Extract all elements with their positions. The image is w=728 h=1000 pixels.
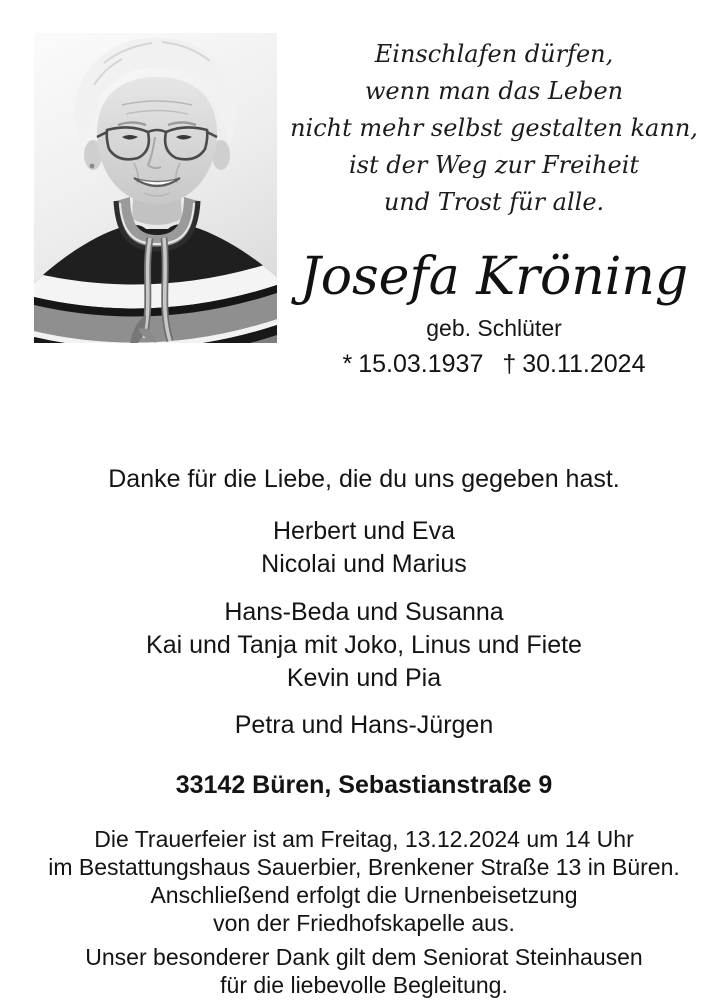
poem-line: nicht mehr selbst gestalten kann, xyxy=(290,114,698,142)
mourner-line: Hans-Beda und Susanna xyxy=(224,598,504,626)
birth-date-group xyxy=(343,350,484,378)
portrait-photo-illustration xyxy=(34,33,277,343)
maiden-name: geb. Schlüter xyxy=(426,315,562,341)
mourner-line: Kai und Tanja mit Joko, Linus und Fiete xyxy=(146,631,582,659)
gratitude-line: Unser besonderer Dank gilt dem Seniorat Steinhausen xyxy=(85,944,643,970)
mourner-line: Kevin und Pia xyxy=(286,664,442,692)
funeral-info-line: Anschließend erfolgt die Urnenbeisetzung xyxy=(150,882,578,908)
birth-star-symbol: * xyxy=(342,350,353,378)
mourners-group-2 xyxy=(0,596,728,695)
header-right-column xyxy=(282,36,706,378)
memorial-poem xyxy=(282,36,706,221)
mourner-line: Herbert und Eva xyxy=(272,517,456,545)
mourner-line: Nicolai und Marius xyxy=(261,550,467,578)
death-date: 30.11.2024 xyxy=(522,350,646,378)
life-dates xyxy=(282,350,706,378)
portrait-photo xyxy=(34,33,277,343)
gratitude-note xyxy=(0,943,728,999)
funeral-info-line: Die Trauerfeier ist am Freitag, 13.12.2024 um 14 Uhr xyxy=(94,826,634,852)
mourners-group-3 xyxy=(0,709,728,742)
gratitude-line: für die liebevolle Begleitung. xyxy=(220,972,508,998)
death-cross-symbol: † xyxy=(502,350,517,378)
poem-line: ist der Weg zur Freiheit xyxy=(348,151,640,179)
mourner-line: Petra und Hans-Jürgen xyxy=(234,711,494,739)
mourners-group-1 xyxy=(0,515,728,581)
death-date-group xyxy=(502,350,645,378)
funeral-info-line: im Bestattungshaus Sauerbier, Brenkener Straße 13 in Büren. xyxy=(48,854,680,880)
poem-line: und Trost für alle. xyxy=(383,188,605,216)
poem-line: Einschlafen dürfen, xyxy=(374,40,614,68)
obituary-header xyxy=(0,0,728,440)
birth-date: 15.03.1937 xyxy=(358,350,484,378)
funeral-info-line: von der Friedhofskapelle aus. xyxy=(213,910,515,936)
thanks-line: Danke für die Liebe, die du uns gegeben hast. xyxy=(108,465,620,493)
funeral-info xyxy=(0,825,728,937)
deceased-name: Josefa Kröning xyxy=(299,247,689,307)
poem-line: wenn man das Leben xyxy=(364,77,624,105)
family-address: 33142 Büren, Sebastianstraße 9 xyxy=(175,771,553,799)
